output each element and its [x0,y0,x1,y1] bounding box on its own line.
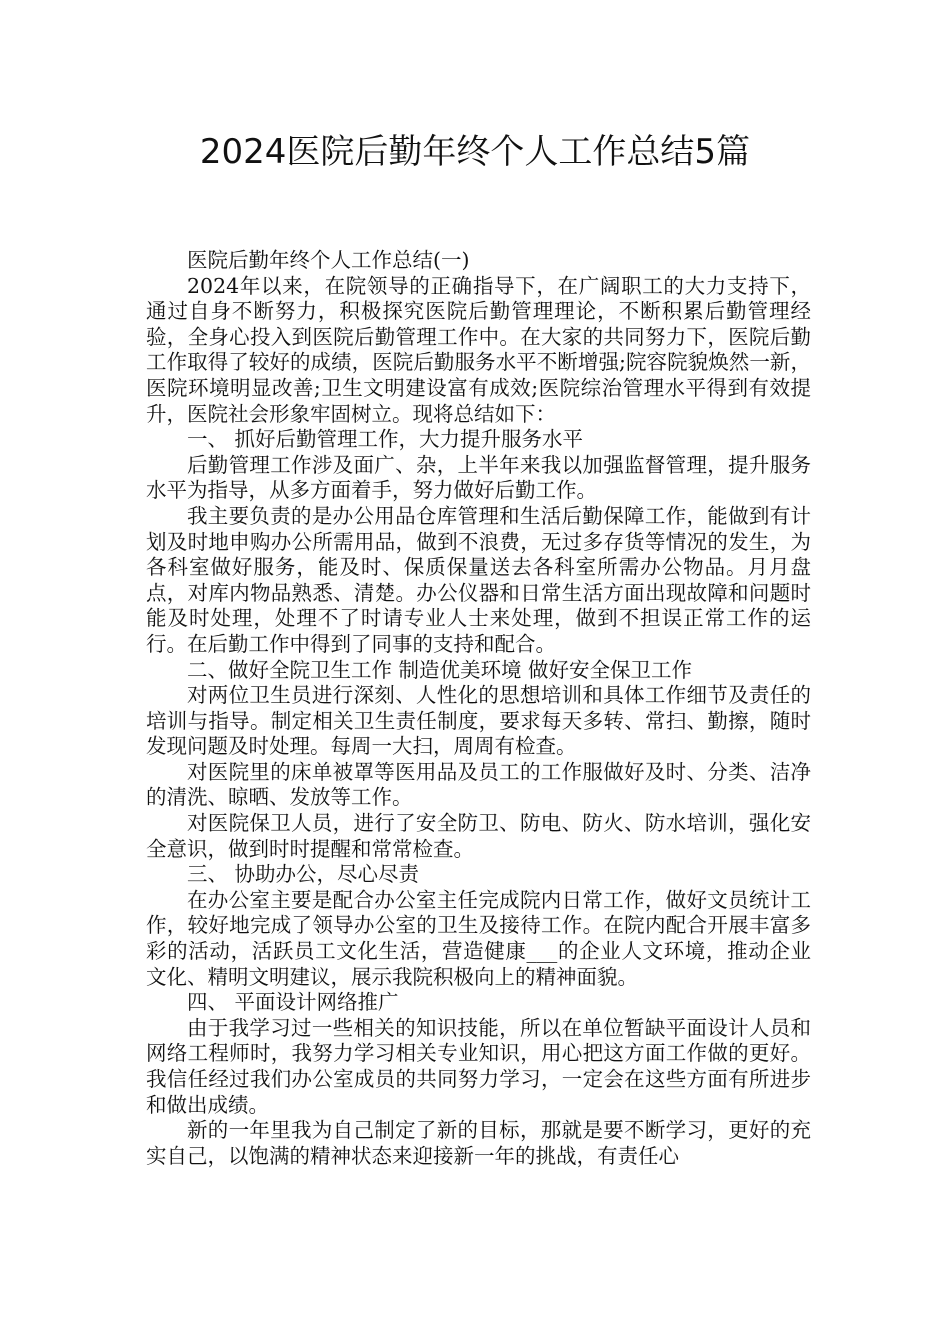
body-paragraph: 对医院里的床单被罩等医用品及员工的工作服做好及时、分类、洁净的清洗、晾晒、发放等工作。 [146,759,811,810]
body-paragraph: 对医院保卫人员，进行了安全防卫、防电、防火、防水培训，强化安全意识，做到时时提醒和常常检查。 [146,811,811,861]
document-body [146,248,811,1169]
body-paragraph: 新的一年里我为自己制定了新的目标，那就是要不断学习，更好的充实自己，以饱满的精神状态来迎接新一年的挑战，有责任心 [146,1118,811,1168]
document-title: 2024医院后勤年终个人工作总结5篇 [199,132,751,172]
section-heading: 一、 抓好后勤管理工作，大力提升服务水平 [187,427,584,452]
body-paragraph: 我主要负责的是办公用品仓库管理和生活后勤保障工作，能做到有计划及时地申购办公所需用品，做到不浪费，无过多存货等情况的发生，为各科室做好服务，能及时、保质保量送去各科室所需办公物品。月月盘点，对库内物品熟悉、清楚。办公仪器和日常生活方面出现故障和问题时能及时处理，处理不了时请专业人士来处理，做到不担误正常工作的运行。在后勤工作中得到了同事的支持和配合。 [146,503,811,656]
body-paragraph: 在办公室主要是配合办公室主任完成院内日常工作，做好文员统计工作，较好地完成了领导办公室的卫生及接待工作。在院内配合开展丰富多彩的活动，活跃员工文化生活，营造健康___的企业人文环境，推动企业文化、精明文明建议，展示我院积极向上的精神面貌。 [146,887,811,989]
body-paragraph: 2024年以来，在院领导的正确指导下，在广阔职工的大力支持下，通过自身不断努力，积极探究医院后勤管理理论，不断积累后勤管理经验，全身心投入到医院后勤管理工作中。在大家的共同努力下，医院后勤工作取得了较好的成绩，医院后勤服务水平不断增强;院容院貌焕然一新，医院环境明显改善;卫生文明建设富有成效;医院综治管理水平得到有效提升，医院社会形象牢固树立。现将总结如下： [146,273,811,426]
body-paragraph: 对两位卫生员进行深刻、人性化的思想培训和具体工作细节及责任的培训与指导。制定相关卫生责任制度，要求每天多转、常扫、勤擦，随时发现问题及时处理。每周一大扫，周周有检查。 [146,683,811,759]
section-heading: 四、 平面设计网络推广 [187,990,399,1015]
section-heading: 三、 协助办公，尽心尽责 [187,862,420,887]
body-paragraph: 后勤管理工作涉及面广、杂，上半年来我以加强监督管理，提升服务水平为指导，从多方面着手，努力做好后勤工作。 [146,452,811,503]
section-subtitle: 医院后勤年终个人工作总结(一) [187,248,470,272]
body-paragraph: 由于我学习过一些相关的知识技能，所以在单位暂缺平面设计人员和网络工程师时，我努力学习相关专业知识，用心把这方面工作做的更好。我信任经过我们办公室成员的共同努力学习，一定会在这些方面有所进步和做出成绩。 [146,1015,811,1117]
section-heading: 二、做好全院卫生工作 制造优美环境 做好安全保卫工作 [187,657,693,682]
